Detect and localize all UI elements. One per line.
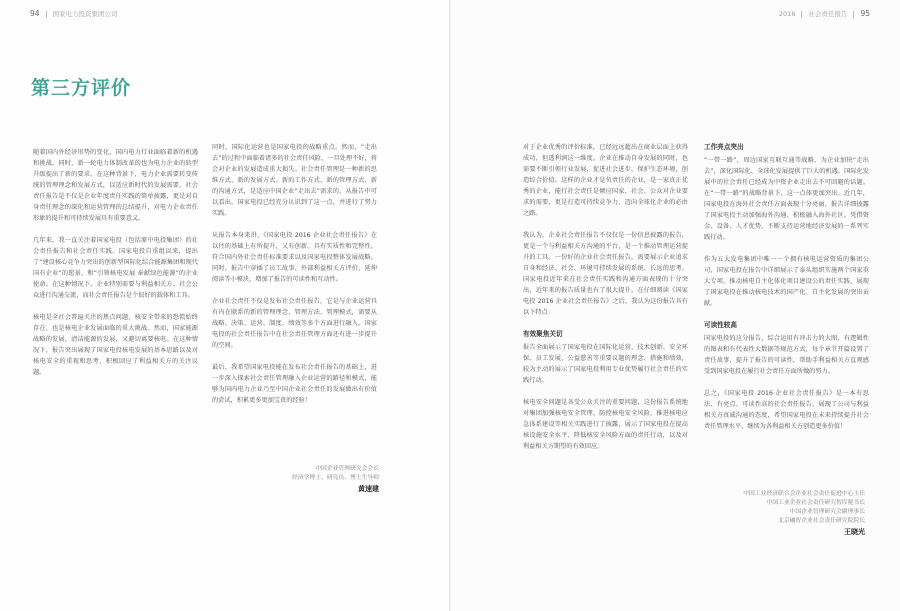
signature-org: 中国企业管理研究会会长 xyxy=(315,466,379,472)
signature-name: 王晓光 xyxy=(844,528,865,536)
paragraph: 几年来，我一直关注着国家电投（包括原中电投集团）的社会责任报告和社会责任实践。国家电投自重组以来，提出了“建设核心竞争力突出的创新型国际化综合能源集团和现代国有企业”的愿景，和“引领核电发展 奉献绿色能源”的企业使命。在这种情况下，企业特别需要与利益相关方、社会公众进行沟通交流，而社会责任报告是个很好的载体和工具。 xyxy=(33,237,198,299)
signature-line: 中国企业管理研究会副理事长 xyxy=(789,509,865,515)
reviewer-signature-2 xyxy=(743,490,865,537)
reviewer-signature-1 xyxy=(292,465,379,494)
subheading: 有效聚焦关切 xyxy=(523,330,563,338)
paragraph: 核电安全问题是各受公众关注的重要问题，这份报告系统地对集团加强核电安全管理、防控核电安全风险，推进核电应急体系建设等相关实践进行了披露，展示了国家电投在提高核设施安全水平、降低核安全风险方面的责任行动，以及对利益相关方期望的有效回应。 xyxy=(523,399,688,450)
paragraph: 报告全面展示了国家电投在国际化运营、技术创新、安全环保、员工发展、公益慈善等重要议题的理念、措施和绩效，较为主动的展示了国家电投利用专业优势履行社会责任的实践行动。 xyxy=(523,344,688,384)
left-header xyxy=(30,9,118,18)
page-gutter xyxy=(449,0,451,611)
right-page-number: 95 xyxy=(860,9,870,18)
paragraph: 我认为，企业社会责任报告不仅仅是一份信息披露的报告，更是一个与利益相关方沟通的平台，是一个推动管理运营提升的工具。一份好的企业社会责任报告，需要展示企业追求自身和经济、社会、环境可持续发展的系统、长远的思考。国家电投近年来在社会责任实践和沟通方面表现的十分突出，近年来的报告质量也有了很大提升。在仔细阅读《国家电投 2016 企业社会责任报告》之后，我认为这份报告具有以下特点： xyxy=(523,232,688,316)
text-column-1 xyxy=(33,147,198,389)
right-header-year: 2016 xyxy=(778,10,796,18)
text-column-4 xyxy=(704,142,869,443)
paragraph: 企业社会责任不仅是发布社会责任报告，它是与企业运营具有内在联系的新的管理理念、管理方法、管理模式，需要从战略、决策、运营、制度、绩效等多个方面进行融入。国家电投的社会责任报告中在社会责任管理方面还有进一步提升的空间。 xyxy=(212,298,377,349)
header-divider xyxy=(801,11,802,18)
paragraph: “一带一路”，周边国家互联互通等战略，为企业加快“走出去”，深化国际化、全球化发展提供了巨大的机遇。国际化发展中的社会责任已经成为中资企业走出去不可回避的话题。在“一带一路”的战略背景下，这一点体更加突出。近几年，国家电投在海外社会责任方面表现十分亮丽，报告详细披露了国家电投主动加强海外沟通、积极融入海外社区、凭借资金、设备、人才优势、不断支持运营地经济发展的一系列实践行动。 xyxy=(704,157,869,241)
text-column-2 xyxy=(212,142,377,417)
signature-line: 北京融智企业社会责任研究院院长 xyxy=(778,518,865,524)
right-header-label: 社会责任报告 xyxy=(808,10,848,18)
paragraph: 总之，《国家电投 2016 企业社会责任报告》是一本有思法、有亮点、可读性高的社会责任报告，展现了公司与利益相关方真诚沟通的态度，希望国家电投在未来持续提升社会责任管理水平，继续为各利益相关方创造更多价值！ xyxy=(704,390,869,430)
paragraph: 从报告本身来讲，《国家电投 2016 企业社会责任报告》在以往的基础上有所提升，又有创新。具有实质性和完整性，符合国内外社会责任标准要求以及国家电投整体发展战略。同时，报告中穿插了员工故事、外部利益相关方评价、延伸阅读等小模块，增加了报告的可读性和互动性。 xyxy=(212,232,377,283)
paragraph: 国家电投的这分报告，综合运用有冲击力的大图、有逻辑性的图表和有代表性大数据等规范方式，每个章节开篇设置了责任故事，提升了报告的可读性，帮助手利益相关方直观感受到国家电投在履行社会责任方面所做的努力。 xyxy=(704,335,869,375)
text-column-3 xyxy=(523,142,688,463)
signature-line: 中国工业企业社会责任研究智库秘书长 xyxy=(766,500,865,506)
paragraph: 对于企业优秀的评价标准，已经远远超出在商业层面上获得成功，但透利润这一维度。企业在推动自身发展的同时，也需要不断引领行业发展，促进社会进步，保护生态环境，创造综合价值。这样的企业才是负责任的企业，是一家真正优秀的企业，能行社会责任是倾应国家、社会、公众对企业要求的需要，更是打造可持续竞争力、迈向全球化企业的必由之路。 xyxy=(523,144,688,217)
paragraph: 核电是全社会普遍关注的焦点问题，核安全带来的恐慌始终存在，也是核电企业发展面临的重大挑战。然而，国家能源战略的发展，清洁能源的发展，又避切离要核电。在这种情况下，报告突出展现了国家电投核电发展的基本思路以及对核电安全的重视和思考，积极回应了利益相关方的关注议题。 xyxy=(33,314,198,376)
paragraph: 同时，国际化运营也是国家电投的战略重点。然而，“走出去”的过程中面临着诸多的社会责任风险，一旦处理不好，将会对企业的发展造成重大损失。社会责任管理是一种新的思维方式、新的发展方式、新的工作方式、新的管理方式、新的沟通方式，是适应中国企业“走出去”需求的。从报告中可以看出，国家电投已经充分认识到了这一点，并进行了努力实践。 xyxy=(212,144,377,217)
header-divider xyxy=(853,11,854,18)
header-divider xyxy=(46,11,47,18)
signature-name: 黄速建 xyxy=(358,485,379,493)
paragraph: 作为五大发电集团中唯一一个拥有核电运营资质的集团公司，国家电投在报告中详细展示了泰头组织实施两个国家重大专项、推动核电自主化体化项目建设公的责任实践，展现了国家电投在推动核电技术的国产化、自主化发展的突出贡献。 xyxy=(704,256,869,307)
signature-line: 中国工业经济联合会企业社会责任促进中心主任 xyxy=(743,491,865,497)
subheading: 工作亮点突出 xyxy=(704,143,744,151)
paragraph: 最后，我希望国家电投能在发布社会责任报告的基础上，进一步深入探索社会责任管理融入企业运营的路径和模式，能够为国内电力企业乃至中国企业社会责任的发展做出有价值的尝试，积累更多更加宝贵的经验！ xyxy=(212,364,377,404)
signature-title: 经济学博士、研究员、博士生导师 xyxy=(292,475,379,481)
left-page-number: 94 xyxy=(30,9,40,18)
subheading: 可读性较高 xyxy=(704,321,737,329)
left-header-label: 国家电力投资集团公司 xyxy=(52,10,118,18)
paragraph: 随着国内外经济形势的变化、国内电力行业面临着新的机遇和挑战。同时，新一轮电力体制改革的也为电力企业的转型升级提出了新的要求。在这种背景下，电力企业需要转变传统的管理理念和发展方式，以适应新时代的发展需要。社会责任报告是不仅是企业年度责任实践的简单披露，更是对自身责任理念的深化和运营管理的总结提升，对电力企业责任形象的提升和可持续发展具有重要意义。 xyxy=(33,149,198,222)
right-header xyxy=(779,9,870,18)
section-title: 第三方评价 xyxy=(31,77,132,99)
